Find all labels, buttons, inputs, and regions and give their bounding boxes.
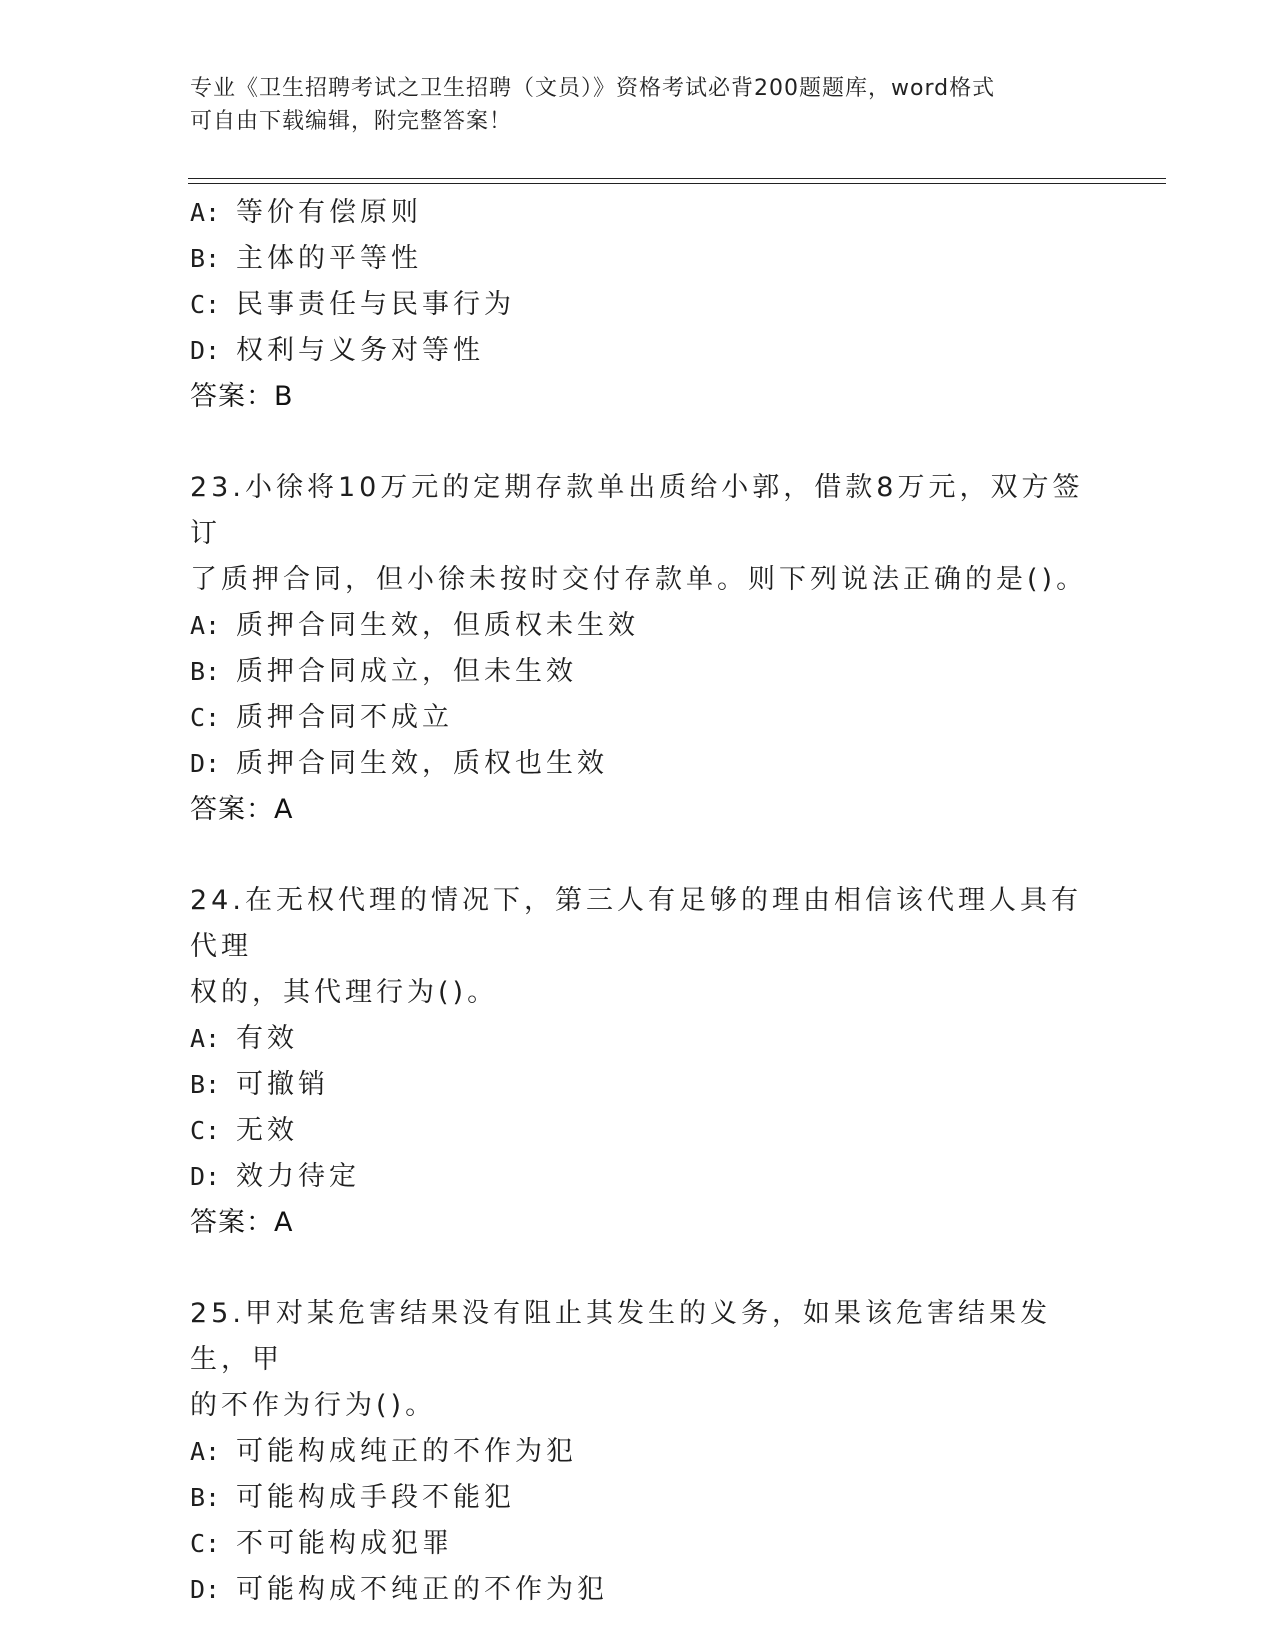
question-text-line: 了质押合同，但小徐未按时交付存款单。则下列说法正确的是()。	[190, 564, 1088, 595]
option-text: 主体的平等性	[236, 243, 422, 274]
answer-line: 答案：A	[190, 794, 294, 825]
option-letter: A:	[190, 198, 221, 227]
spacer	[190, 1246, 1110, 1291]
option-letter: A:	[190, 611, 221, 640]
option-text: 质押合同生效，质权也生效	[236, 748, 608, 779]
option-letter: C:	[190, 703, 221, 732]
option-text: 效力待定	[236, 1161, 360, 1192]
option-a	[190, 1429, 1110, 1475]
question-23	[190, 465, 1110, 833]
option-d	[190, 1154, 1110, 1200]
option-d	[190, 328, 1110, 374]
option-c	[190, 1521, 1110, 1567]
question-24	[190, 878, 1110, 1246]
option-text: 可能构成手段不能犯	[236, 1482, 515, 1513]
option-letter: B:	[190, 244, 221, 273]
option-letter: B:	[190, 1483, 221, 1512]
option-letter: A:	[190, 1024, 221, 1053]
option-text: 民事责任与民事行为	[236, 289, 515, 320]
document-body	[190, 190, 1110, 1613]
option-text: 等价有偿原则	[236, 197, 422, 228]
question-text-line: 的不作为行为()。	[190, 1390, 437, 1421]
header-rule-bottom	[188, 183, 1166, 184]
option-letter: B:	[190, 1070, 221, 1099]
option-a	[190, 190, 1110, 236]
question-text-line: 24.在无权代理的情况下，第三人有足够的理由相信该代理人具有代理	[190, 885, 1082, 962]
spacer	[190, 420, 1110, 465]
option-b	[190, 1062, 1110, 1108]
option-c	[190, 282, 1110, 328]
question-text-line: 23.小徐将10万元的定期存款单出质给小郭，借款8万元，双方签订	[190, 472, 1084, 549]
question-22-continued	[190, 190, 1110, 420]
option-text: 质押合同不成立	[236, 702, 453, 733]
option-text: 可撤销	[236, 1069, 329, 1100]
option-letter: C:	[190, 1529, 221, 1558]
question-text-line: 权的，其代理行为()。	[190, 977, 499, 1008]
answer-line: 答案：A	[190, 1207, 294, 1238]
option-text: 可能构成不纯正的不作为犯	[236, 1574, 608, 1605]
option-letter: C:	[190, 1116, 221, 1145]
option-text: 无效	[236, 1115, 298, 1146]
option-b	[190, 236, 1110, 282]
option-a	[190, 1016, 1110, 1062]
header-rule-top	[188, 178, 1166, 179]
option-letter: D:	[190, 336, 221, 365]
option-c	[190, 695, 1110, 741]
option-text: 质押合同成立，但未生效	[236, 656, 577, 687]
option-b	[190, 649, 1110, 695]
option-letter: D:	[190, 1575, 221, 1604]
option-text: 可能构成纯正的不作为犯	[236, 1436, 577, 1467]
answer-line: 答案：B	[190, 381, 294, 412]
option-text: 不可能构成犯罪	[236, 1528, 453, 1559]
option-c	[190, 1108, 1110, 1154]
header-title-line-2: 可自由下载编辑，附完整答案！	[190, 109, 513, 134]
option-letter: C:	[190, 290, 221, 319]
document-header	[190, 72, 1090, 138]
option-d	[190, 741, 1110, 787]
option-letter: A:	[190, 1437, 221, 1466]
option-letter: D:	[190, 749, 221, 778]
option-text: 权利与义务对等性	[236, 335, 484, 366]
option-letter: B:	[190, 657, 221, 686]
option-text: 有效	[236, 1023, 298, 1054]
question-text-line: 25.甲对某危害结果没有阻止其发生的义务，如果该危害结果发生，甲	[190, 1298, 1051, 1375]
option-a	[190, 603, 1110, 649]
option-letter: D:	[190, 1162, 221, 1191]
option-text: 质押合同生效，但质权未生效	[236, 610, 639, 641]
option-d	[190, 1567, 1110, 1613]
question-25	[190, 1291, 1110, 1613]
header-title-line-1: 专业《卫生招聘考试之卫生招聘（文员）》资格考试必背200题题库，word格式	[190, 76, 996, 101]
option-b	[190, 1475, 1110, 1521]
spacer	[190, 833, 1110, 878]
